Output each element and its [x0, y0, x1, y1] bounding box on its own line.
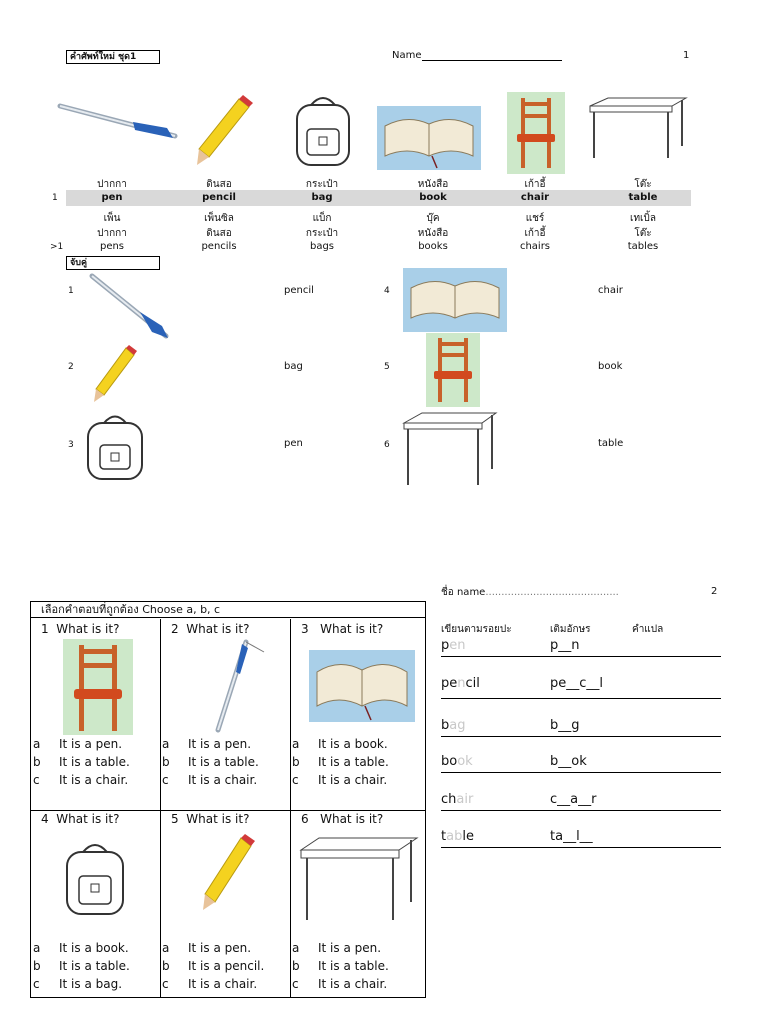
match-number-4: 4 — [384, 286, 390, 296]
q5-option-c[interactable]: c It is a chair. — [162, 977, 258, 991]
answer-line — [441, 656, 721, 657]
pen-icon — [206, 638, 266, 734]
trace-word-pencil[interactable]: pencil — [441, 676, 480, 691]
book-icon — [403, 268, 507, 332]
match-word-pen[interactable]: pen — [284, 438, 303, 449]
fill-word-pen[interactable]: p__n — [550, 638, 580, 653]
page-number-2: 2 — [711, 586, 718, 597]
question-4: 4 What is it? — [41, 812, 120, 826]
q2-option-b[interactable]: b It is a table. — [162, 755, 259, 769]
q3-option-c[interactable]: c It is a chair. — [292, 773, 388, 787]
col-translate-heading: คำแปล — [632, 624, 664, 635]
pencil-icon — [92, 345, 137, 405]
match-number-3: 3 — [68, 440, 74, 450]
q4-option-b[interactable]: b It is a table. — [33, 959, 130, 973]
mcq-header: เลือกคำตอบที่ถูกต้อง Choose a, b, c — [31, 602, 425, 618]
question-3: 3 What is it? — [301, 622, 384, 636]
chair-icon — [507, 92, 565, 174]
q1-option-b[interactable]: b It is a table. — [33, 755, 130, 769]
q1-option-a[interactable]: a It is a pen. — [33, 737, 123, 751]
q6-option-a[interactable]: a It is a pen. — [292, 941, 382, 955]
match-box: จับคู่ — [66, 256, 160, 270]
q6-option-c[interactable]: c It is a chair. — [292, 977, 388, 991]
name-field[interactable]: ชื่อ name.......................................... — [441, 587, 619, 598]
trace-word-table[interactable]: table — [441, 829, 474, 844]
answer-line — [441, 772, 721, 773]
backpack-icon — [80, 413, 150, 483]
q3-option-b[interactable]: b It is a table. — [292, 755, 389, 769]
fill-word-pencil[interactable]: pe__c__l — [550, 676, 604, 691]
page-number: 1 — [683, 50, 690, 61]
row-number-1: 1 — [52, 193, 58, 203]
col-fill-heading: เติมอักษร — [550, 624, 591, 635]
trace-word-chair[interactable]: chair — [441, 792, 474, 807]
pencil-icon — [195, 95, 255, 170]
backpack-icon — [289, 95, 357, 170]
book-icon — [309, 650, 415, 722]
fill-word-book[interactable]: b__ok — [550, 754, 587, 769]
question-6: 6 What is it? — [301, 812, 384, 826]
trace-word-pen[interactable]: pen — [441, 638, 466, 653]
mcq-table — [30, 601, 426, 998]
fill-word-chair[interactable]: c__a__r — [550, 792, 597, 807]
chair-icon — [426, 333, 480, 407]
question-5: 5 What is it? — [171, 812, 250, 826]
match-word-chair[interactable]: chair — [598, 285, 623, 296]
table-icon — [588, 96, 688, 160]
question-2: 2 What is it? — [171, 622, 250, 636]
pencil-icon — [201, 834, 256, 914]
book-icon — [377, 106, 481, 170]
q4-option-a[interactable]: a It is a book. — [33, 941, 129, 955]
table-icon — [299, 836, 419, 922]
q2-option-c[interactable]: c It is a chair. — [162, 773, 258, 787]
question-1: 1 What is it? — [41, 622, 120, 636]
q2-option-a[interactable]: a It is a pen. — [162, 737, 252, 751]
backpack-icon — [59, 842, 131, 918]
trace-word-book[interactable]: book — [441, 754, 473, 769]
q6-option-b[interactable]: b It is a table. — [292, 959, 389, 973]
title-box: คำศัพท์ใหม่ ชุด1 — [66, 50, 160, 64]
chair-icon — [63, 639, 133, 735]
q5-option-b[interactable]: b It is a pencil. — [162, 959, 265, 973]
col-trace-heading: เขียนตามรอยปะ — [441, 624, 512, 635]
q3-option-a[interactable]: a It is a book. — [292, 737, 388, 751]
match-word-bag[interactable]: bag — [284, 361, 303, 372]
q4-option-c[interactable]: c It is a bag. — [33, 977, 123, 991]
match-word-pencil[interactable]: pencil — [284, 285, 314, 296]
trace-word-bag[interactable]: bag — [441, 718, 466, 733]
answer-line — [441, 810, 721, 811]
match-word-table[interactable]: table — [598, 438, 624, 449]
fill-word-bag[interactable]: b__g — [550, 718, 580, 733]
pen-icon — [55, 100, 170, 145]
q5-option-a[interactable]: a It is a pen. — [162, 941, 252, 955]
fill-word-table[interactable]: ta__l__ — [550, 829, 593, 844]
row-number-plural: >1 — [50, 242, 64, 252]
q1-option-c[interactable]: c It is a chair. — [33, 773, 129, 787]
match-number-1: 1 — [68, 286, 74, 296]
answer-line — [441, 847, 721, 848]
name-label: Name — [392, 50, 562, 61]
match-number-6: 6 — [384, 440, 390, 450]
match-number-5: 5 — [384, 362, 390, 372]
match-number-2: 2 — [68, 362, 74, 372]
table-icon — [402, 411, 498, 487]
answer-line — [441, 736, 721, 737]
match-word-book[interactable]: book — [598, 361, 623, 372]
answer-line — [441, 698, 721, 699]
pen-icon — [88, 272, 173, 342]
